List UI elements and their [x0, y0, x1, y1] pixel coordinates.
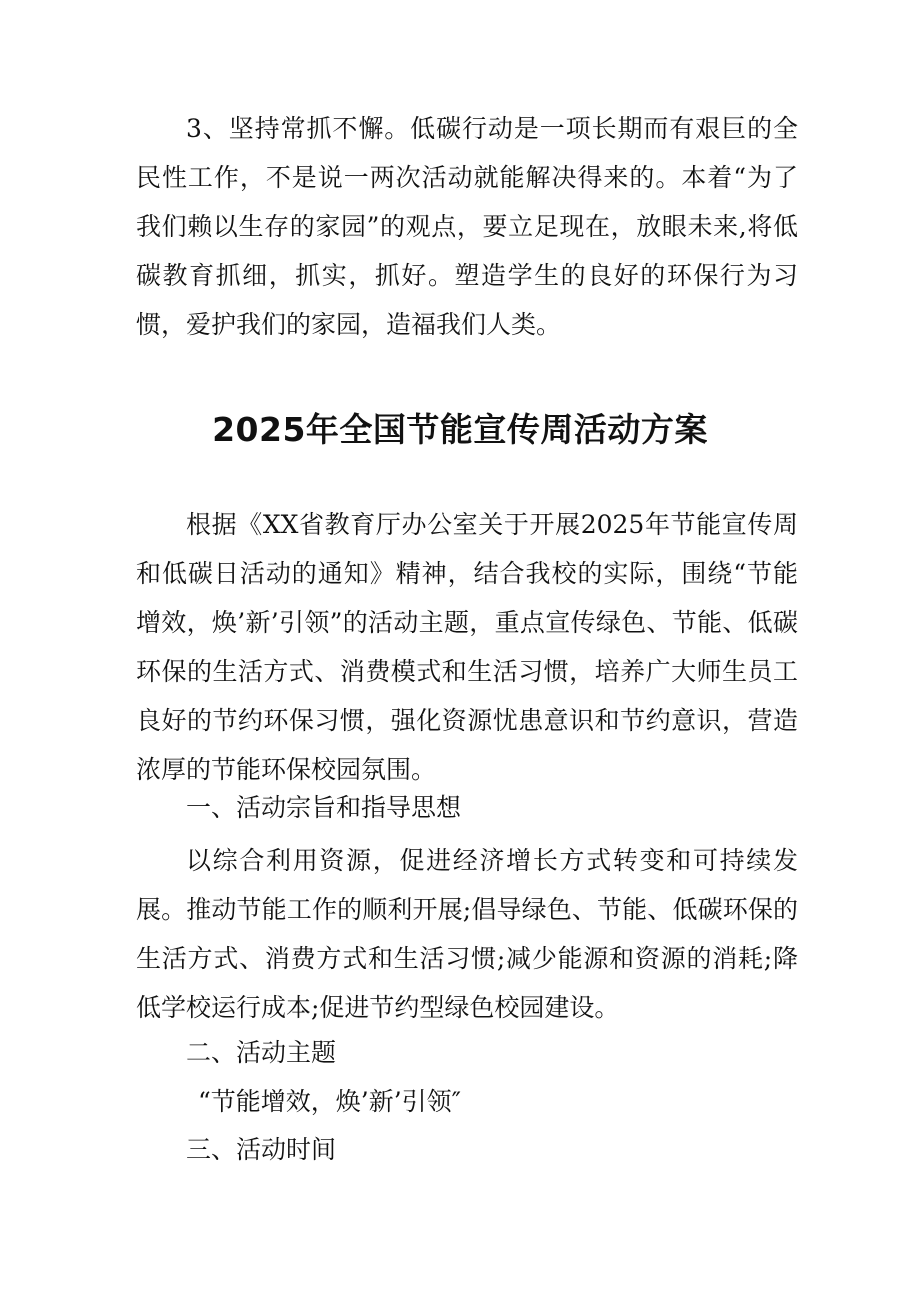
section-3-heading: 三、活动时间: [186, 1135, 337, 1164]
body-paragraph-1: 根据《XX省教育厅办公室关于开展2025年节能宣传周和低碳日活动的通知》精神，结合我校的实际，围绕“节能增效，焕’新’引领”的活动主题，重点宣传绿色、节能、低碳环保的生活方式、消费模式和生活习惯，培养广大师生员工良好的节约环保习惯，强化资源忧患意识和节约意识，营造浓厚的节能环保校园氛围。: [136, 510, 798, 784]
document-title: 2025年全国节能宣传周活动方案: [212, 410, 708, 449]
intro-paragraph: 3、坚持常抓不懈。低碳行动是一项长期而有艰巨的全民性工作，不是说一两次活动就能解决得来的。本着“为了我们赖以生存的家园”的观点，要立足现在，放眼未来,将低碳教育抓细，抓实，抓好。塑造学生的良好的环保行为习惯，爱护我们的家园，造福我们人类。: [136, 114, 798, 339]
section-1-heading: 一、活动宗旨和指导思想: [186, 793, 462, 822]
section-2-theme: “节能增效，焕’新’引领″: [198, 1087, 462, 1116]
section-2-heading: 二、活动主题: [186, 1038, 337, 1067]
section-1-body: 以综合利用资源，促进经济增长方式转变和可持续发展。推动节能工作的顺利开展;倡导绿色、节能、低碳环保的生活方式、消费方式和生活习惯;减少能源和资源的消耗;降低学校运行成本;促进节约型绿色校园建设。: [136, 846, 798, 1022]
